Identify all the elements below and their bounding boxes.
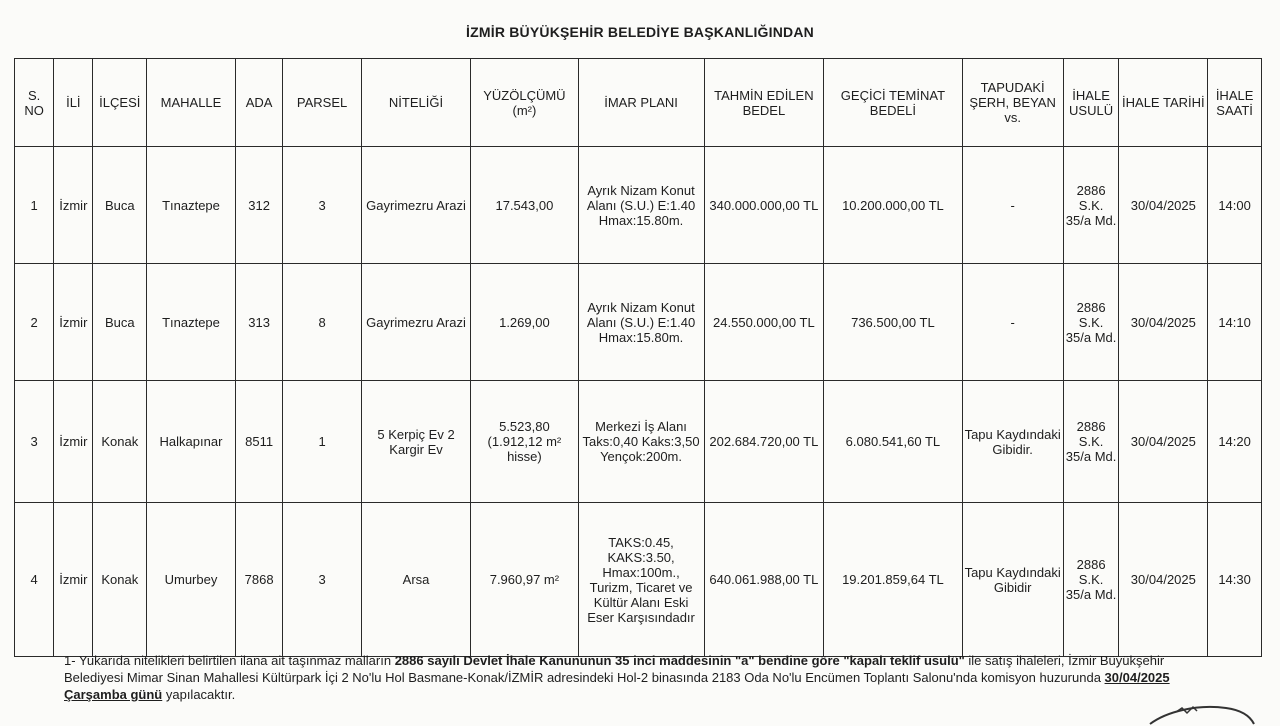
row-teminat: 6.080.541,60 TL [824,381,962,503]
row-tarih: 30/04/2025 [1119,264,1208,381]
row-bedel: 24.550.000,00 TL [704,264,824,381]
row-serh: Tapu Kaydındaki Gibidir. [962,381,1063,503]
auction-table [14,58,1262,657]
row-no: 3 [15,381,54,503]
row-tarih: 30/04/2025 [1119,381,1208,503]
row-saat: 14:30 [1208,503,1262,657]
table-row [15,503,1262,657]
row-nitelik: 5 Kerpiç Ev 2 Kargir Ev [361,381,470,503]
row-ilce: Buca [93,147,147,264]
row-usul: 2886 S.K. 35/a Md. [1063,147,1119,264]
header-cell: TAHMİN EDİLEN BEDEL [704,59,824,147]
row-bedel: 640.061.988,00 TL [704,503,824,657]
header-cell: PARSEL [283,59,361,147]
row-imar: Merkezi İş Alanı Taks:0,40 Kaks:3,50 Yençok:200m. [578,381,704,503]
row-usul: 2886 S.K. 35/a Md. [1063,503,1119,657]
row-no: 1 [15,147,54,264]
footnote [64,652,1224,703]
row-saat: 14:00 [1208,147,1262,264]
row-teminat: 10.200.000,00 TL [824,147,962,264]
row-imar: Ayrık Nizam Konut Alanı (S.U.) E:1.40 Hmax:15.80m. [578,264,704,381]
row-usul: 2886 S.K. 35/a Md. [1063,264,1119,381]
row-ada: 312 [235,147,282,264]
row-saat: 14:10 [1208,264,1262,381]
header-cell: İMAR PLANI [578,59,704,147]
row-bedel: 340.000.000,00 TL [704,147,824,264]
row-yuzolcum: 1.269,00 [471,264,578,381]
row-il: İzmir [54,381,93,503]
row-ilce: Buca [93,264,147,381]
row-teminat: 19.201.859,64 TL [824,503,962,657]
row-yuzolcum: 5.523,80 (1.912,12 m² hisse) [471,381,578,503]
row-parsel: 3 [283,503,361,657]
header-cell: S. NO [15,59,54,147]
row-parsel: 1 [283,381,361,503]
stamp-mark [1146,698,1256,726]
row-ada: 313 [235,264,282,381]
row-serh: Tapu Kaydındaki Gibidir [962,503,1063,657]
page-title: İZMİR BÜYÜKŞEHİR BELEDİYE BAŞKANLIĞINDAN [466,24,814,40]
row-teminat: 736.500,00 TL [824,264,962,381]
row-il: İzmir [54,503,93,657]
row-tarih: 30/04/2025 [1119,503,1208,657]
row-il: İzmir [54,264,93,381]
row-usul: 2886 S.K. 35/a Md. [1063,381,1119,503]
footnote-date: 30/04/2025 Çarşamba günü [64,670,1170,702]
row-ilce: Konak [93,381,147,503]
row-parsel: 3 [283,147,361,264]
table-row [15,264,1262,381]
header-cell: GEÇİCİ TEMİNAT BEDELİ [824,59,962,147]
row-yuzolcum: 17.543,00 [471,147,578,264]
row-yuzolcum: 7.960,97 m² [471,503,578,657]
row-bedel: 202.684.720,00 TL [704,381,824,503]
row-imar: Ayrık Nizam Konut Alanı (S.U.) E:1.40 Hmax:15.80m. [578,147,704,264]
row-saat: 14:20 [1208,381,1262,503]
header-cell: ADA [235,59,282,147]
footnote-law-reference: 2886 sayılı Devlet İhale Kanununun 35 inci maddesinin "a" bendine göre "kapalı teklif usulü" [394,653,965,668]
footnote-text: 1- Yukarıda nitelikleri belirtilen ilana ait taşınmaz malların [64,653,395,668]
table-header-row [15,59,1262,147]
header-cell: TAPUDAKİ ŞERH, BEYAN vs. [962,59,1063,147]
row-no: 4 [15,503,54,657]
row-nitelik: Gayrimezru Arazi [361,264,470,381]
row-ada: 8511 [235,381,282,503]
row-serh: - [962,264,1063,381]
footnote-text: ile satış ihaleleri, İzmir Büyükşehir Belediyesi Mimar Sinan Mahallesi Kültürpark İçi 2 No'lu Hol Basmane-Konak/İZMİR adresindeki Hol-2 binasında 2183 Oda No'lu Encümen Toplantı Salonu'nda komisyon huzurunda [64,653,1165,685]
header-cell: YÜZÖLÇÜMÜ (m²) [471,59,578,147]
table-row [15,381,1262,503]
row-mahalle: Umurbey [147,503,236,657]
header-cell: İHALE USULÜ [1063,59,1119,147]
row-nitelik: Arsa [361,503,470,657]
row-il: İzmir [54,147,93,264]
row-imar: TAKS:0.45, KAKS:3.50, Hmax:100m., Turizm, Ticaret ve Kültür Alanı Eski Eser Karşısındadır [578,503,704,657]
row-ilce: Konak [93,503,147,657]
row-ada: 7868 [235,503,282,657]
header-cell: NİTELİĞİ [361,59,470,147]
header-cell: İHALE SAATİ [1208,59,1262,147]
header-cell: İLİ [54,59,93,147]
row-mahalle: Tınaztepe [147,264,236,381]
footnote-text: yapılacaktır. [162,687,236,702]
header-cell: MAHALLE [147,59,236,147]
header-cell: İLÇESİ [93,59,147,147]
row-nitelik: Gayrimezru Arazi [361,147,470,264]
row-no: 2 [15,264,54,381]
header-cell: İHALE TARİHİ [1119,59,1208,147]
row-parsel: 8 [283,264,361,381]
row-mahalle: Tınaztepe [147,147,236,264]
row-tarih: 30/04/2025 [1119,147,1208,264]
table-row [15,147,1262,264]
row-serh: - [962,147,1063,264]
row-mahalle: Halkapınar [147,381,236,503]
